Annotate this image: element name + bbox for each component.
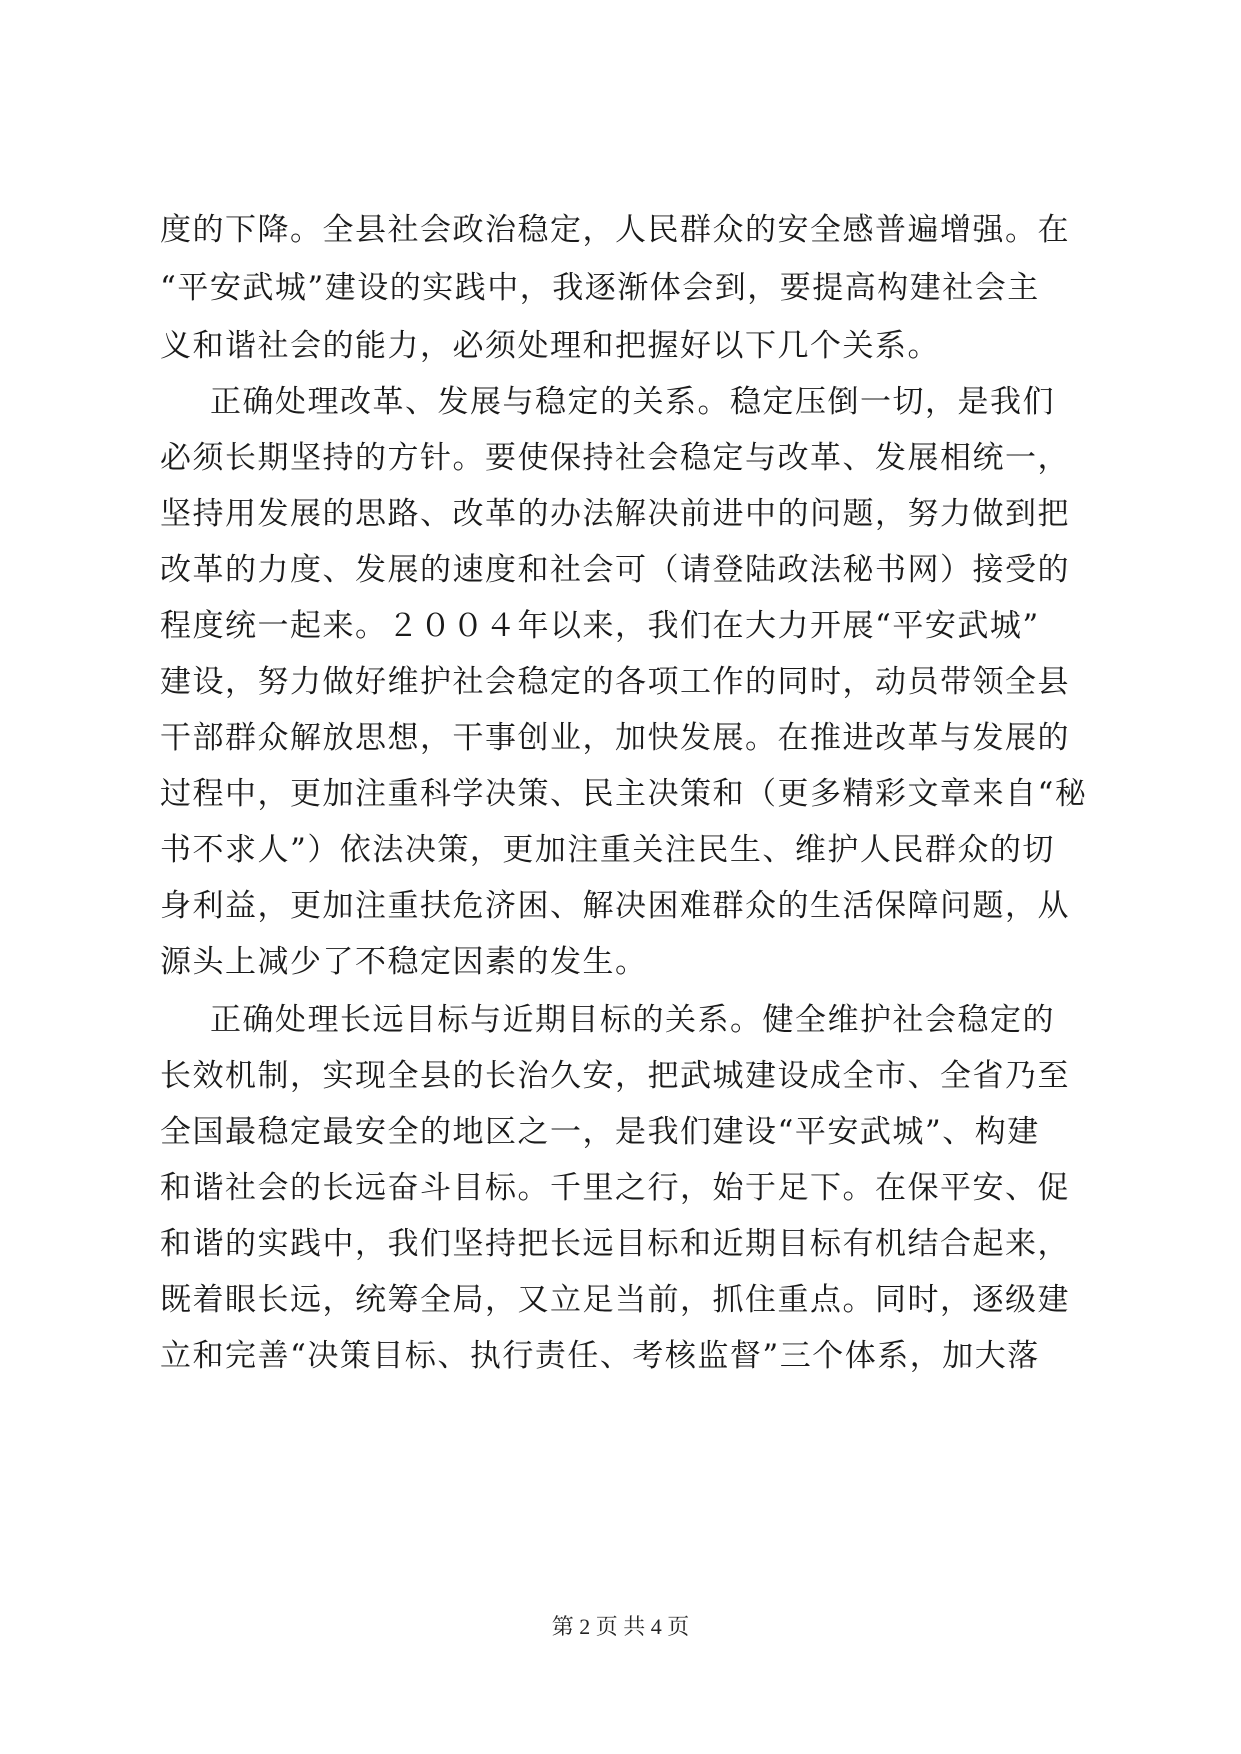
text-line: 长效机制，实现全县的长治久安，把武城建设成全市、全省乃至 (160, 1058, 1070, 1094)
text-line: 度的下降。全县社会政治稳定，人民群众的安全感普遍增强。在 (160, 212, 1070, 248)
page-footer: 第 2 页 共 4 页 (551, 1614, 690, 1639)
text-line: 程度统一起来。２００４年以来，我们在大力开展“平安武城” (160, 608, 1040, 644)
paragraph-first-line: 正确处理长远目标与近期目标的关系。健全维护社会稳定的 (210, 1002, 1055, 1038)
text-line: “平安武城”建设的实践中，我逐渐体会到，要提高构建社会主 (160, 270, 1040, 306)
text-line: 改革的力度、发展的速度和社会可（请登陆政法秘书网）接受的 (160, 552, 1070, 588)
text-line: 干部群众解放思想，干事创业，加快发展。在推进改革与发展的 (160, 720, 1070, 756)
text-line: 必须长期坚持的方针。要使保持社会稳定与改革、发展相统一， (160, 440, 1070, 476)
text-line: 源头上减少了不稳定因素的发生。 (160, 944, 648, 980)
text-line: 书不求人”）依法决策，更加注重关注民生、维护人民群众的切 (160, 832, 1055, 868)
text-line: 和谐的实践中，我们坚持把长远目标和近期目标有机结合起来， (160, 1226, 1070, 1262)
text-line: 既着眼长远，统筹全局，又立足当前，抓住重点。同时，逐级建 (160, 1282, 1070, 1318)
text-line: 义和谐社会的能力，必须处理和把握好以下几个关系。 (160, 328, 940, 364)
text-line: 身利益，更加注重扶危济困、解决困难群众的生活保障问题，从 (160, 888, 1070, 924)
text-line: 全国最稳定最安全的地区之一，是我们建设“平安武城”、构建 (160, 1114, 1040, 1150)
text-line: 坚持用发展的思路、改革的办法解决前进中的问题，努力做到把 (160, 496, 1070, 532)
text-line: 过程中，更加注重科学决策、民主决策和（更多精彩文章来自“秘 (160, 776, 1088, 812)
text-line: 和谐社会的长远奋斗目标。千里之行，始于足下。在保平安、促 (160, 1170, 1070, 1206)
text-line: 立和完善“决策目标、执行责任、考核监督”三个体系，加大落 (160, 1338, 1040, 1374)
paragraph-first-line: 正确处理改革、发展与稳定的关系。稳定压倒一切，是我们 (210, 384, 1055, 420)
text-line: 建设，努力做好维护社会稳定的各项工作的同时，动员带领全县 (160, 664, 1070, 700)
